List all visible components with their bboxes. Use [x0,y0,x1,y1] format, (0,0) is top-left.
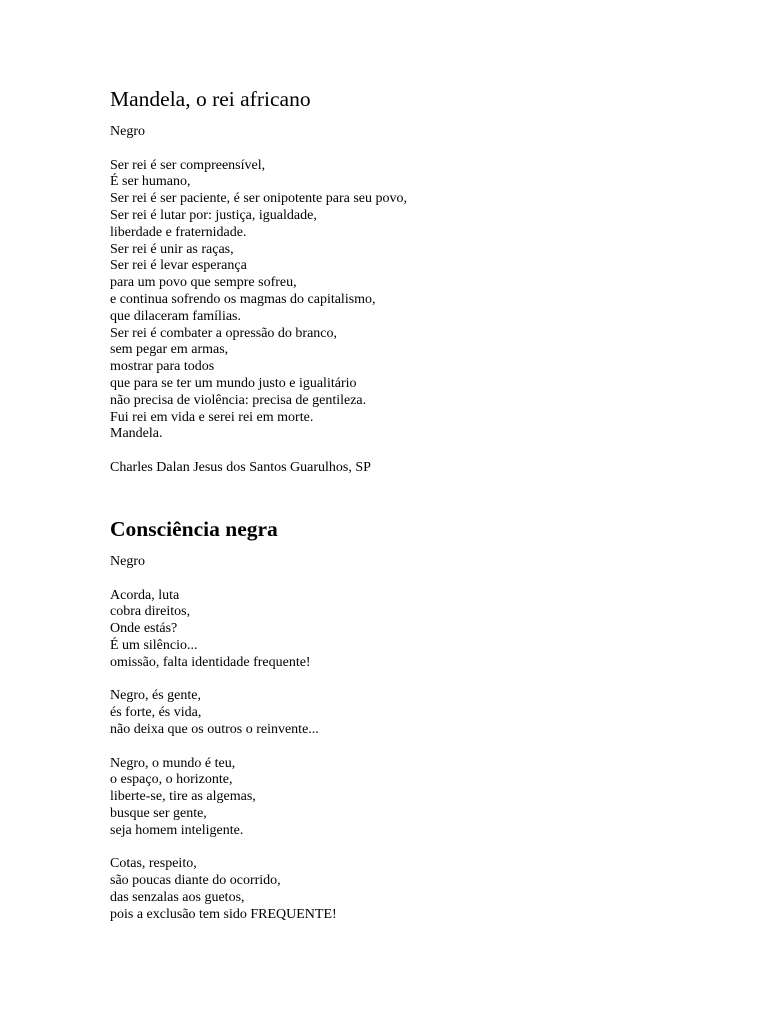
poem-line: Negro, o mundo é teu, [110,755,236,771]
poem-section-label: Negro [110,124,145,139]
poem-line: Ser rei é levar esperança [110,258,247,274]
poem-line: que para se ter um mundo justo e igualitário [110,375,357,391]
poem-line: Cotas, respeito, [110,856,197,872]
poem-author: Charles Dalan Jesus dos Santos Guarulhos, SP [110,459,371,475]
poem-line: É ser humano, [110,174,191,190]
poem-line: Ser rei é combater a opressão do branco, [110,325,338,341]
poem-section-label: Negro [110,554,145,569]
poem-line: cobra direitos, [110,604,191,620]
poem-line: omissão, falta identidade frequente! [110,654,311,670]
poem-line: Mandela. [110,426,163,442]
poem-line: que dilaceram famílias. [110,308,241,324]
poem-line: não precisa de violência: precisa de gentileza. [110,392,367,408]
poem-line: Onde estás? [110,621,178,637]
poem-stanza [110,688,670,738]
poem-line: busque ser gente, [110,805,207,821]
poem-line: liberdade e fraternidade. [110,224,247,240]
poem-line: és forte, és vida, [110,705,202,721]
poem-line: Ser rei é ser compreensível, [110,157,266,173]
poem-stanza [110,588,670,672]
poem-line: Ser rei é ser paciente, é ser onipotente para seu povo, [110,191,407,207]
poem-line: mostrar para todos [110,359,215,375]
poem-line: pois a exclusão tem sido FREQUENTE! [110,906,337,922]
poem-line: liberte-se, tire as algemas, [110,789,256,805]
poem-stanza [110,856,670,923]
poem-title: Mandela, o rei africano [110,87,311,111]
poem-line: Fui rei em vida e serei rei em morte. [110,409,314,425]
poem-line: Ser rei é lutar por: justiça, igualdade, [110,207,317,223]
poem-line: das senzalas aos guetos, [110,889,245,905]
poem-line: seja homem inteligente. [110,822,244,838]
poem-line: Ser rei é unir as raças, [110,241,234,257]
poem-line: sem pegar em armas, [110,342,229,358]
poem-line: Acorda, luta [110,587,180,603]
poem-line: É um silêncio... [110,637,198,653]
poem-mandela [110,86,670,477]
poem-line: para um povo que sempre sofreu, [110,275,297,291]
poem-stanza [110,756,670,840]
poem-line: e continua sofrendo os magmas do capitalismo, [110,291,376,307]
poem-consciencia-negra [110,516,670,940]
poem-line: não deixa que os outros o reinvente... [110,721,319,737]
poem-line: o espaço, o horizonte, [110,772,233,788]
poem-title: Consciência negra [110,517,278,541]
poem-stanza [110,158,670,444]
poem-line: Negro, és gente, [110,688,201,704]
poem-line: são poucas diante do ocorrido, [110,873,281,889]
